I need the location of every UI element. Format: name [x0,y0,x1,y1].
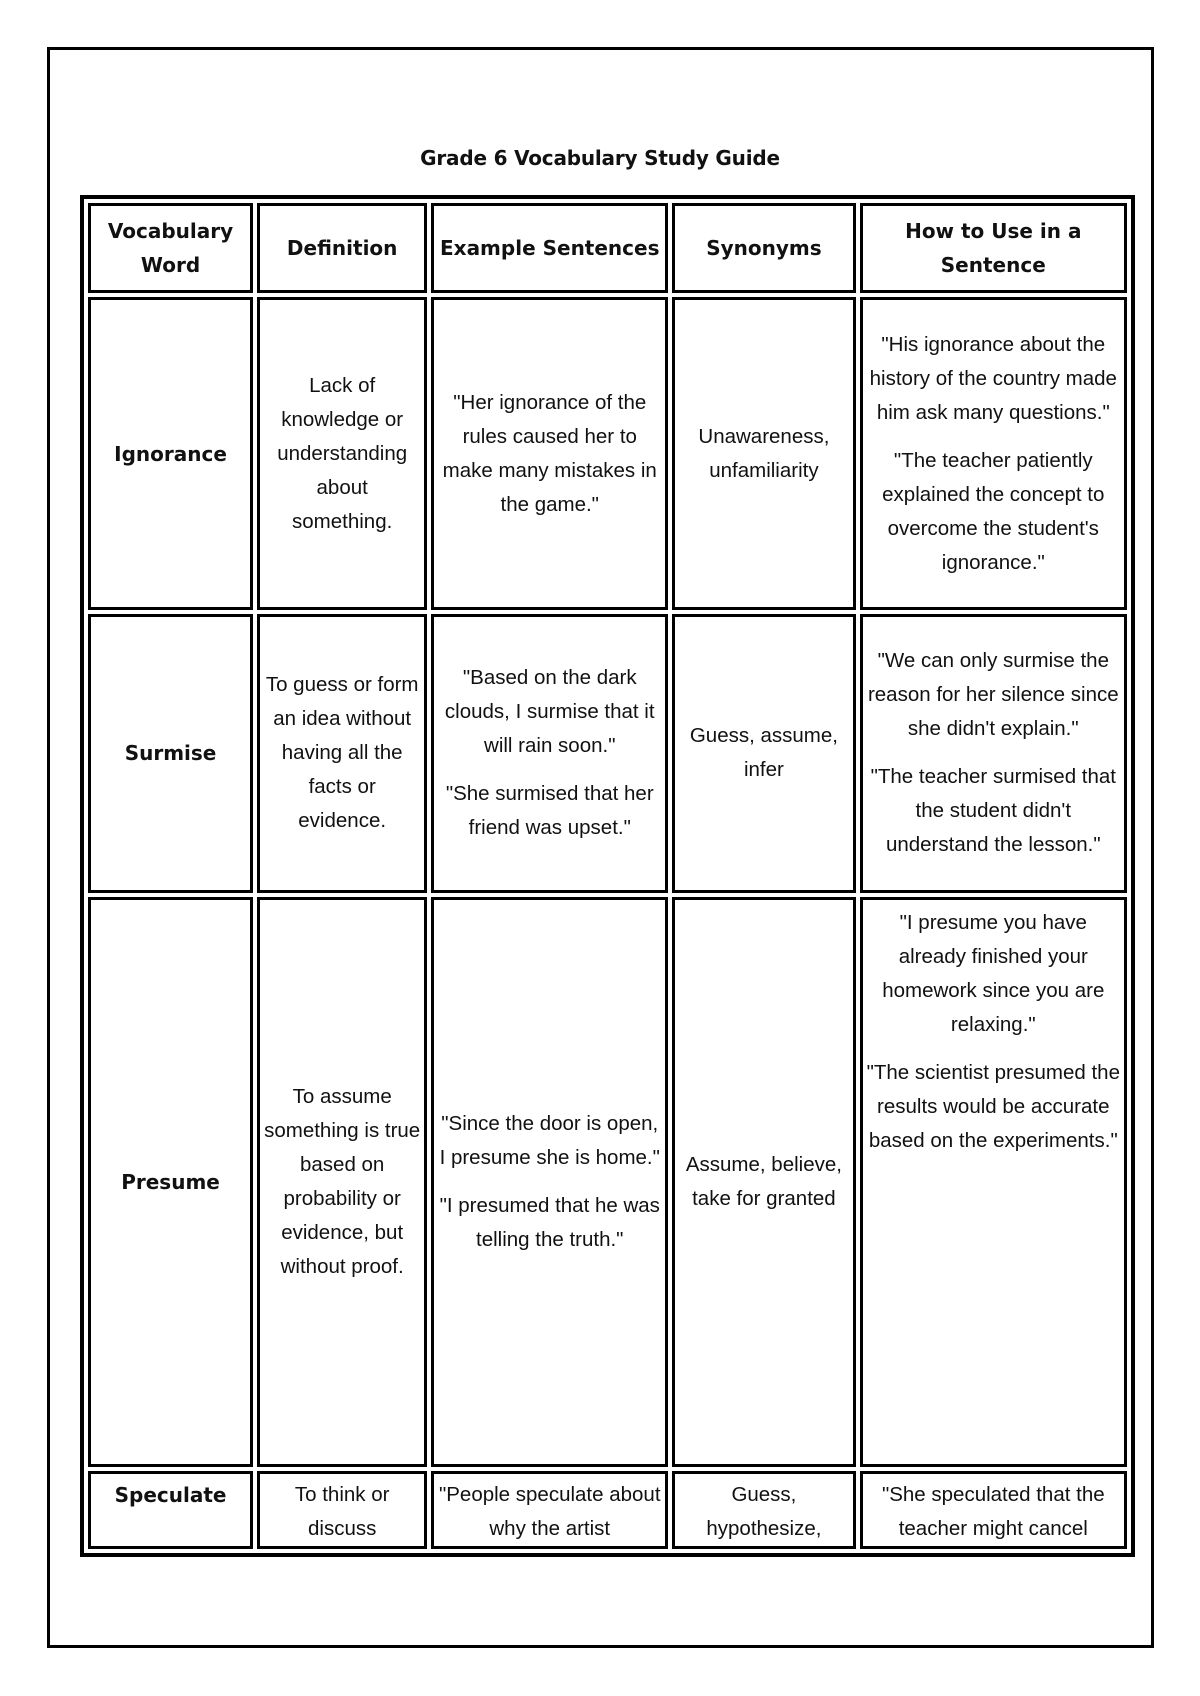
document-title: Grade 6 Vocabulary Study Guide [420,146,780,170]
usage-sentence: "She speculated that the teacher might cancel [881,1482,1105,1540]
usage-sentence: "The teacher patiently explained the concept to overcome the student's ignorance." [882,448,1105,574]
usage-cell [860,1471,1127,1549]
header-example-sentences: Example Sentences [431,203,668,293]
examples-cell [431,1471,668,1549]
usage-sentence: "The teacher surmised that the student didn't understand the lesson." [870,765,1116,857]
word-cell: Presume [88,897,253,1467]
example-sentence: "Since the door is open, I presume she is home." [439,1111,660,1169]
usage-sentence: "I presume you have already finished your homework since you are relaxing." [882,910,1105,1036]
word-cell: Speculate [88,1471,253,1549]
synonyms-cell: Unawareness, unfamiliarity [672,297,855,610]
synonyms-cell: Guess, assume, infer [672,614,855,892]
synonyms-cell: Assume, believe, take for granted [672,897,855,1467]
usage-sentence: "The scientist presumed the results would be accurate based on the experiments." [866,1060,1120,1152]
example-sentence: "People speculate about why the artist [438,1482,661,1540]
usage-cell [860,297,1127,610]
table-row [88,1471,1127,1549]
example-sentence: "Based on the dark clouds, I surmise that it will rain soon." [444,666,655,758]
synonyms-cell: Guess, hypothesize, [672,1471,855,1549]
usage-cell [860,614,1127,892]
header-how-to-use: How to Use in a Sentence [860,203,1127,293]
usage-sentence: "We can only surmise the reason for her silence since she didn't explain." [867,649,1119,741]
word-cell: Ignorance [88,297,253,610]
examples-cell [431,297,668,610]
usage-cell [860,897,1127,1467]
vocabulary-table [80,195,1135,1557]
example-sentence: "I presumed that he was telling the truth." [439,1193,660,1251]
usage-sentence: "His ignorance about the history of the country made him ask many questions." [869,332,1117,424]
header-definition: Definition [257,203,427,293]
table-row [88,297,1127,610]
example-sentence: "Her ignorance of the rules caused her to make many mistakes in the game." [442,390,657,516]
definition-cell: Lack of knowledge or understanding about something. [257,297,427,610]
example-sentence: "She surmised that her friend was upset." [445,782,654,840]
table-row [88,614,1127,892]
definition-cell: To think or discuss [257,1471,427,1549]
examples-cell [431,614,668,892]
header-vocabulary-word: Vocabulary Word [88,203,253,293]
table-row [88,897,1127,1467]
header-row [88,203,1127,293]
definition-cell: To assume something is true based on probability or evidence, but without proof. [257,897,427,1467]
examples-cell [431,897,668,1467]
definition-cell: To guess or form an idea without having all the facts or evidence. [257,614,427,892]
word-cell: Surmise [88,614,253,892]
header-synonyms: Synonyms [672,203,855,293]
